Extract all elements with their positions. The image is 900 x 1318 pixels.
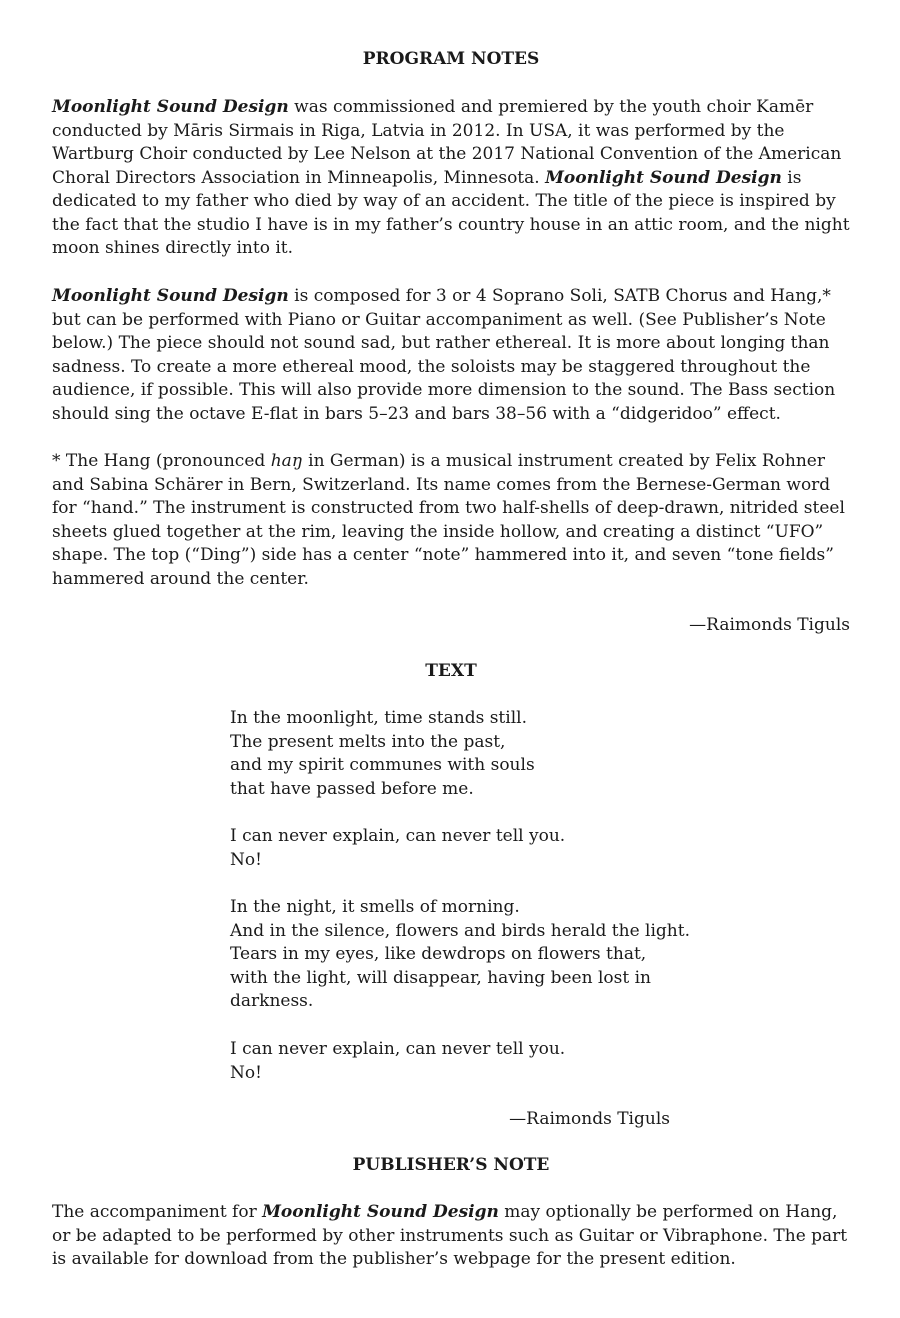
poem-line: The present melts into the past, bbox=[230, 731, 506, 752]
piece-title: Moonlight Sound Design bbox=[52, 97, 289, 117]
paragraph-text: is composed for 3 or 4 Soprano Soli, SATB Chorus and Hang,* but can be performed with Piano or Guitar accompaniment as well. (See Publisher’s Note below.) The piece should not sound sad, but rather ethereal. It is more about longing than sadness. To create a more ethereal mood, the soloists may be staggered throughout the audience, if possible. This will also provide more dimension to the sound. The Bass section should sing the octave E-flat in bars 5–23 and bars 38–56 with a “didgeridoo” effect. bbox=[52, 286, 836, 424]
piece-title: Moonlight Sound Design bbox=[262, 1202, 499, 1222]
publishers-note-heading: PUBLISHER’S NOTE bbox=[352, 1155, 550, 1175]
poem-line: darkness. bbox=[230, 991, 314, 1011]
paragraph-text: is dedicated to my father who died by way of an accident. The title of the piece is inspired by the fact that the studio I have is in my father’s country house in an attic room, and the night moon shines directly into it. bbox=[52, 167, 850, 258]
poem-line: and my spirit communes with souls bbox=[230, 755, 535, 775]
poem-signature: —Raimonds Tiguls bbox=[509, 1109, 670, 1129]
poem-stanza-2 bbox=[230, 825, 670, 872]
hang-footnote bbox=[52, 450, 850, 591]
program-notes-paragraph-2 bbox=[52, 285, 850, 426]
piece-title: Moonlight Sound Design bbox=[545, 167, 782, 188]
paragraph-text: * The Hang (pronounced bbox=[52, 451, 271, 471]
poem-line: with the light, will disappear, having been lost in bbox=[230, 967, 651, 988]
paragraph-text: was commissioned and premiered by the youth choir Kamēr conducted by Māris Sirmais in Riga, Latvia in 2012. In USA, it was performed by the Wartburg Choir conducted by Lee Nelson at the 2017 National Convention of the American Choral Directors Association in Minneapolis, Minnesota. bbox=[52, 97, 842, 188]
publishers-note-paragraph bbox=[52, 1201, 850, 1272]
poem-stanza-1 bbox=[230, 707, 670, 801]
poem-line: No! bbox=[230, 849, 262, 870]
poem-stanza-4 bbox=[230, 1038, 670, 1085]
text-heading: TEXT bbox=[425, 661, 477, 681]
paragraph-text: The accompaniment for bbox=[52, 1202, 263, 1222]
poem-line: And in the silence, flowers and birds herald the light. bbox=[230, 920, 690, 941]
poem-line: In the moonlight, time stands still. bbox=[230, 708, 527, 728]
pronunciation: haŋ bbox=[270, 451, 303, 471]
piece-title: Moonlight Sound Design bbox=[52, 286, 289, 306]
poem-line: that have passed before me. bbox=[230, 778, 474, 799]
poem-stanza-3 bbox=[230, 896, 690, 1014]
poem-line: No! bbox=[230, 1062, 262, 1083]
poem-line: I can never explain, can never tell you. bbox=[230, 1039, 566, 1059]
program-notes-heading: PROGRAM NOTES bbox=[362, 49, 540, 69]
program-notes-signature: —Raimonds Tiguls bbox=[689, 615, 850, 635]
poem-line: In the night, it smells of morning. bbox=[230, 897, 520, 917]
program-notes-paragraph-1 bbox=[52, 96, 850, 261]
poem-line: I can never explain, can never tell you. bbox=[230, 826, 566, 846]
poem-line: Tears in my eyes, like dewdrops on flowers that, bbox=[230, 944, 647, 964]
paragraph-text: may optionally be performed on Hang, or be adapted to be performed by other instruments such as Guitar or Vibraphone. The part is available for download from the publisher’s webpage for the present edition. bbox=[52, 1202, 848, 1269]
paragraph-text: in German) is a musical instrument created by Felix Rohner and Sabina Schärer in Bern, Switzerland. Its name comes from the Bernese-German word for “hand.” The instrument is constructed from two half-shells of deep-drawn, nitrided steel sheets glued together at the rim, leaving the inside hollow, and creating a distinct “UFO” shape. The top (“Ding”) side has a center “note” hammered into it, and seven “tone fields” hammered around the center. bbox=[52, 451, 845, 589]
